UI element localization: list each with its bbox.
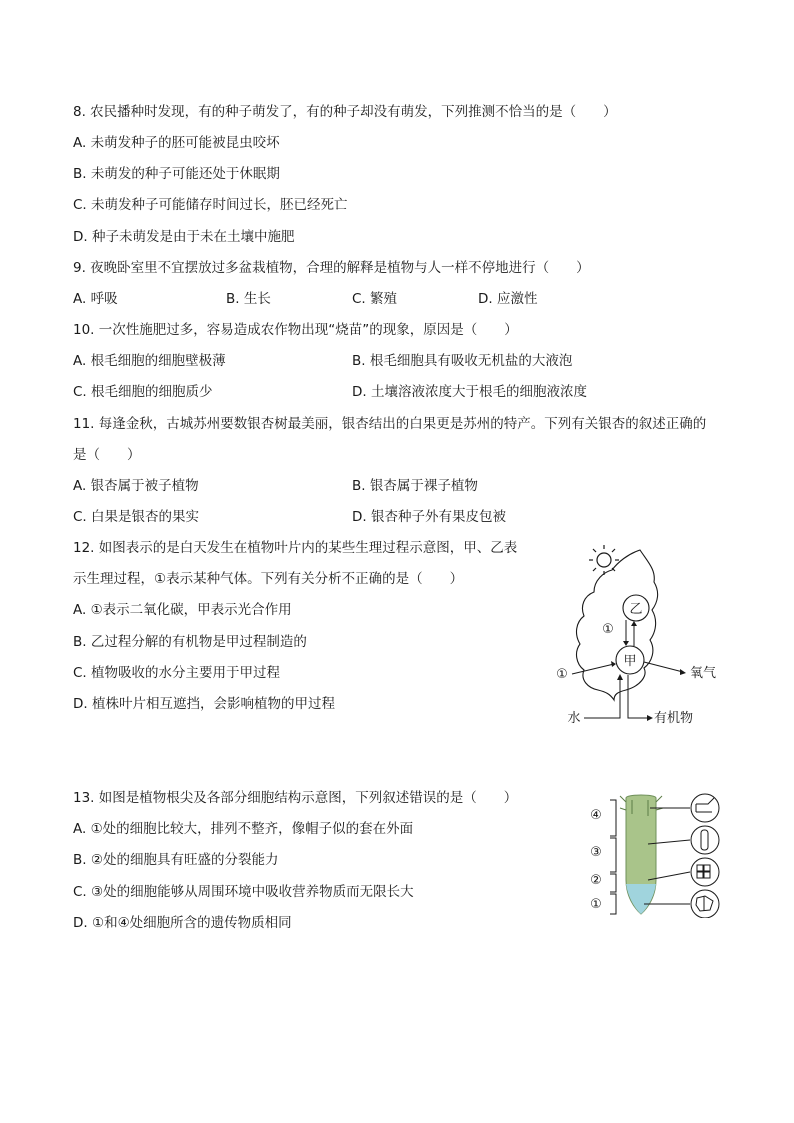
q10-option-c: C. 根毛细胞的细胞质少: [73, 384, 213, 400]
q9-option-b: B. 生长: [226, 291, 271, 307]
leaf-outline: [577, 550, 658, 700]
root-tip-diagram: [586, 788, 736, 918]
q12-option-c: C. 植物吸收的水分主要用于甲过程: [73, 665, 281, 681]
gas-left-label: ①: [556, 667, 568, 682]
process-yi-label: 乙: [629, 602, 643, 617]
q9-stem: 9. 夜晚卧室里不宜摆放过多盆栽植物，合理的解释是植物与人一样不停地进行（ ）: [73, 260, 590, 276]
q8-option-b: B. 未萌发的种子可能还处于休眠期: [73, 166, 280, 182]
q8-option-d: D. 种子未萌发是由于未在土壤中施肥: [73, 229, 295, 245]
q8-option-c: C. 未萌发种子可能储存时间过长，胚已经死亡: [73, 197, 348, 213]
zone-1-label: ①: [590, 897, 602, 912]
q8-stem: 8. 农民播种时发现，有的种子萌发了，有的种子却没有萌发，下列推测不恰当的是（ ）: [73, 104, 617, 120]
q9-option-c: C. 繁殖: [352, 291, 398, 307]
q11-option-d: D. 银杏种子外有果皮包被: [352, 509, 506, 525]
q11-stem-line2: 是（ ）: [73, 447, 141, 463]
oxygen-label: 氧气: [690, 666, 717, 681]
q12-option-a: A. ①表示二氧化碳，甲表示光合作用: [73, 602, 292, 618]
q13-option-c: C. ③处的细胞能够从周围环境中吸收营养物质而无限长大: [73, 884, 414, 900]
q12-option-d: D. 植株叶片相互遮挡，会影响植物的甲过程: [73, 696, 335, 712]
zone-4-label: ④: [590, 808, 602, 823]
organic-matter-label: 有机物: [654, 711, 694, 726]
q12-option-b: B. 乙过程分解的有机物是甲过程制造的: [73, 634, 307, 650]
q13-option-a: A. ①处的细胞比较大，排列不整齐，像帽子似的套在外面: [73, 821, 414, 837]
q13-option-d: D. ①和④处细胞所含的遗传物质相同: [73, 915, 292, 931]
q9-option-a: A. 呼吸: [73, 291, 118, 307]
q8-option-a: A. 未萌发种子的胚可能被昆虫咬坏: [73, 135, 280, 151]
gas-inner-label: ①: [602, 622, 614, 637]
q11-option-c: C. 白果是银杏的果实: [73, 509, 200, 525]
leaf-process-diagram: [548, 540, 738, 730]
q10-option-b: B. 根毛细胞具有吸收无机盐的大液泡: [352, 353, 573, 369]
q11-option-a: A. 银杏属于被子植物: [73, 478, 199, 494]
q9-option-d: D. 应激性: [478, 291, 538, 307]
q10-option-a: A. 根毛细胞的细胞壁极薄: [73, 353, 226, 369]
sun-icon: [589, 545, 619, 575]
root-hair-cell-icon: [691, 794, 719, 822]
q10-stem: 10. 一次性施肥过多，容易造成农作物出现“烧苗”的现象，原因是（ ）: [73, 322, 518, 338]
zone-3-label: ③: [590, 845, 602, 860]
q12-stem-line1: 12. 如图表示的是白天发生在植物叶片内的某些生理过程示意图，甲、乙表: [73, 540, 518, 556]
zone-2-label: ②: [590, 873, 602, 888]
q13-stem: 13. 如图是植物根尖及各部分细胞结构示意图，下列叙述错误的是（ ）: [73, 790, 518, 806]
root-cap-cell-icon: [691, 890, 719, 918]
q12-stem-line2: 示生理过程，①表示某种气体。下列有关分析不正确的是（ ）: [73, 571, 464, 587]
q13-option-b: B. ②处的细胞具有旺盛的分裂能力: [73, 852, 279, 868]
water-label: 水: [567, 711, 581, 726]
q11-option-b: B. 银杏属于裸子植物: [352, 478, 478, 494]
q11-stem-line1: 11. 每逢金秋，古城苏州要数银杏树最美丽，银杏结出的白果更是苏州的特产。下列有关银杏的叙述正确的: [73, 416, 707, 432]
process-jia-label: 甲: [623, 654, 637, 669]
q10-option-d: D. 土壤溶液浓度大于根毛的细胞液浓度: [352, 384, 587, 400]
